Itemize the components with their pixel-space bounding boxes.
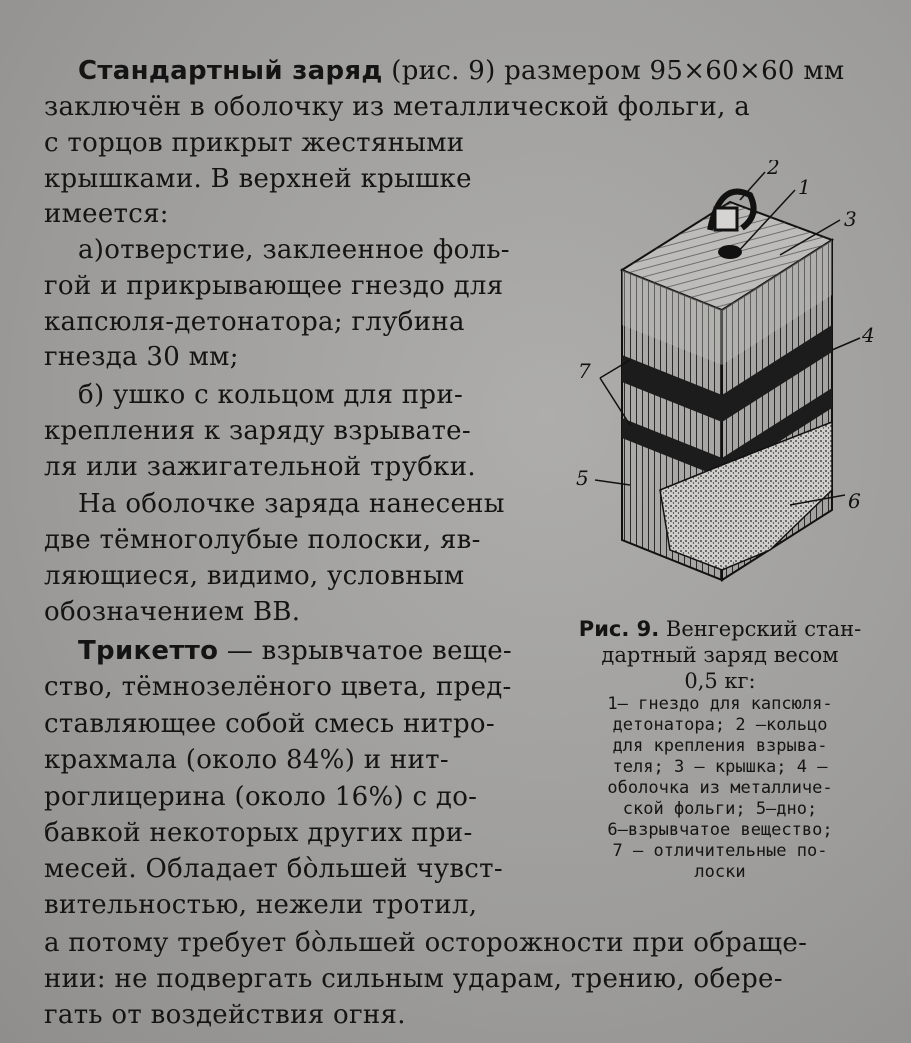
text-line-13: На оболочке заряда нанесены xyxy=(78,489,505,519)
figure-label-6: 6 xyxy=(848,489,861,513)
figure-label-2: 2 xyxy=(767,160,780,179)
figure-label-1: 1 xyxy=(798,175,811,199)
caption-legend-line-9: лоски xyxy=(694,862,746,882)
text-line-12: ля или зажигательной трубки. xyxy=(44,452,476,482)
text-line-10: б) ушко с кольцом для при- xyxy=(78,380,464,410)
text-line-18: ство, тёмнозелёного цвета, пред- xyxy=(44,672,512,702)
text-line-4: крышками. В верхней крышке xyxy=(44,164,472,194)
text-line-15: ляющиеся, видимо, условным xyxy=(44,561,465,591)
caption-legend-line-1: 1— гнездо для капсюля- xyxy=(607,694,833,714)
caption-fig-label: Рис. 9. xyxy=(578,617,660,641)
text-line-20: крахмала (около 84%) и нит- xyxy=(44,745,449,775)
caption-legend-line-6: ской фольги; 5—дно; xyxy=(622,799,818,819)
text-line-3: с торцов прикрыт жестяными xyxy=(44,128,465,158)
caption-legend-line-5: оболочка из металличе- xyxy=(607,778,833,798)
text-line-11: крепления к заряду взрывате- xyxy=(44,416,471,446)
figure-label-5: 5 xyxy=(576,466,589,490)
text-line-1 xyxy=(78,54,844,88)
text-line-26: нии: не подвергать сильным ударам, трению, обере- xyxy=(44,964,783,994)
text-line-24: вительностью, нежели тротил, xyxy=(44,890,478,920)
term-standard-charge: Стандартный заряд xyxy=(78,56,383,86)
caption-legend-line-8: 7 — отличительные по- xyxy=(612,841,828,861)
text-line-25: а потому требует бо̀льшей осторожности при обраще- xyxy=(44,928,808,958)
figure-9-caption xyxy=(560,616,880,883)
caption-title-line-1 xyxy=(560,616,880,642)
text-line-17 xyxy=(78,634,512,668)
text-line-8: капсюля-детонатора; глубина xyxy=(44,307,465,337)
text-line-27: гать от воздействия огня. xyxy=(44,1000,406,1030)
text-line-14: две тёмноголубые полоски, яв- xyxy=(44,525,481,555)
text-line-5: имеется: xyxy=(44,199,169,229)
figure-label-3: 3 xyxy=(844,207,857,231)
text-line-19: ставляющее собой смесь нитро- xyxy=(44,709,495,739)
figure-label-4: 4 xyxy=(862,323,875,347)
figure-label-7: 7 xyxy=(578,359,591,383)
text-line-22: бавкой некоторых других при- xyxy=(44,818,473,848)
text-line-1-rest: (рис. 9) размером 95×60×60 мм xyxy=(382,56,845,86)
text-line-21: роглицерина (около 16%) с до- xyxy=(44,782,478,812)
caption-title-line-3: 0,5 кг: xyxy=(684,669,756,693)
text-line-23: месей. Обладает бо̀льшей чувст- xyxy=(44,854,503,884)
text-line-17-rest: — взрывчатое веще- xyxy=(218,636,513,666)
text-line-16: обозначением ВВ. xyxy=(44,597,301,627)
caption-title-line-2: дартный заряд весом xyxy=(601,643,839,667)
text-line-2: заключён в оболочку из металлической фольги, а xyxy=(44,92,751,122)
text-line-7: гой и прикрывающее гнездо для xyxy=(44,271,504,301)
caption-legend-line-4: теля; 3 — крышка; 4 — xyxy=(612,757,828,777)
term-triketto: Трикетто xyxy=(78,636,219,666)
caption-legend-line-7: 6—взрывчатое вещество; xyxy=(607,820,833,840)
attachment-ring xyxy=(715,208,737,230)
figure-9-charge-illustration xyxy=(570,160,890,590)
text-line-9: гнезда 30 мм; xyxy=(44,342,239,372)
text-line-6: а)отверстие, заклеенное фоль- xyxy=(78,235,510,265)
caption-title-rest: Венгерский стан- xyxy=(659,617,862,641)
caption-legend-line-3: для крепления взрыва- xyxy=(612,736,828,756)
caption-legend-line-2: детонатора; 2 —кольцо xyxy=(612,715,828,735)
